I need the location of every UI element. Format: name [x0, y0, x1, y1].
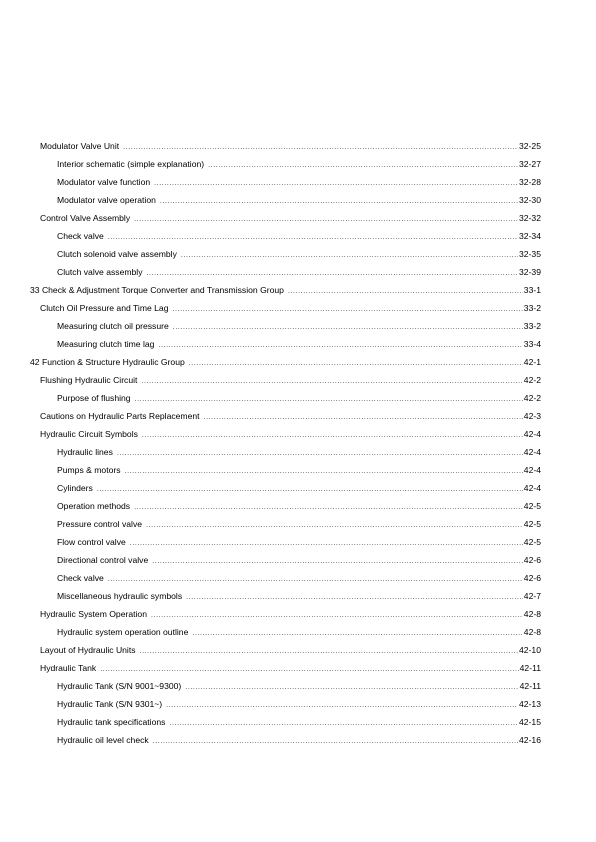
toc-entry[interactable] — [30, 659, 541, 677]
toc-entry[interactable] — [30, 461, 541, 479]
dot-leader — [208, 157, 518, 175]
toc-entry[interactable] — [30, 731, 541, 749]
dot-leader — [189, 355, 523, 373]
toc-page-number: 42-6 — [523, 555, 541, 565]
toc-entry-title: Check valve — [57, 231, 104, 241]
dot-leader — [97, 481, 523, 499]
dot-leader — [146, 517, 523, 535]
toc-page-number: 32-27 — [519, 159, 541, 169]
toc-entry[interactable] — [30, 515, 541, 533]
dot-leader — [140, 643, 518, 661]
toc-page-number: 42-8 — [523, 609, 541, 619]
toc-page-number: 42-2 — [523, 393, 541, 403]
toc-page-number: 42-8 — [523, 627, 541, 637]
dot-leader — [169, 715, 518, 733]
dot-leader — [185, 679, 518, 697]
toc-entry[interactable] — [30, 641, 541, 659]
toc-entry[interactable] — [30, 227, 541, 245]
dot-leader — [288, 283, 523, 301]
toc-page-number: 42-7 — [523, 591, 541, 601]
toc-entry-title: Modulator valve function — [57, 177, 151, 187]
toc-page-number: 42-1 — [523, 357, 541, 367]
dot-leader — [158, 337, 522, 355]
dot-leader — [134, 211, 518, 229]
dot-leader — [117, 445, 523, 463]
toc-entry-title: Modulator valve operation — [57, 195, 156, 205]
toc-entry-title: Flow control valve — [57, 537, 126, 547]
toc-entry[interactable] — [30, 587, 541, 605]
toc-entry[interactable] — [30, 479, 541, 497]
toc-page-number: 33-2 — [523, 321, 541, 331]
toc-entry-title: Hydraulic system operation outline — [57, 627, 189, 637]
toc-entry[interactable] — [30, 263, 541, 281]
toc-entry-title: Check valve — [57, 573, 104, 583]
toc-entry-title: Hydraulic oil level check — [57, 735, 149, 745]
toc-page-number: 42-2 — [523, 375, 541, 385]
toc-entry[interactable] — [30, 299, 541, 317]
dot-leader — [153, 733, 518, 751]
toc-page-number: 42-13 — [519, 699, 541, 709]
dot-leader — [186, 589, 523, 607]
toc-page-number: 42-11 — [519, 663, 541, 673]
toc-page-number: 42-10 — [519, 645, 541, 655]
toc-page-number: 32-39 — [519, 267, 541, 277]
dot-leader — [192, 625, 522, 643]
dot-leader — [173, 301, 523, 319]
toc-entry-title: Operation methods — [57, 501, 131, 511]
toc-entry[interactable] — [30, 371, 541, 389]
dot-leader — [130, 535, 523, 553]
toc-page-number: 42-5 — [523, 519, 541, 529]
toc-page-number: 42-3 — [523, 411, 541, 421]
toc-entry-title: Purpose of flushing — [57, 393, 131, 403]
toc-page-number: 42-5 — [523, 537, 541, 547]
toc-entry[interactable] — [30, 317, 541, 335]
dot-leader — [125, 463, 523, 481]
toc-entry[interactable] — [30, 353, 541, 371]
toc-entry-title: Hydraulic Tank (S/N 9001~9300) — [57, 681, 182, 691]
dot-leader — [151, 607, 523, 625]
toc-entry-title: Control Valve Assembly — [40, 213, 131, 223]
toc-page-number: 33-4 — [523, 339, 541, 349]
toc-entry[interactable] — [30, 137, 541, 155]
toc-entry[interactable] — [30, 497, 541, 515]
toc-entry-title: Hydraulic Tank — [40, 663, 97, 673]
toc-entry[interactable] — [30, 425, 541, 443]
toc-entry[interactable] — [30, 569, 541, 587]
toc-entry-title: Cylinders — [57, 483, 93, 493]
toc-page-number: 32-25 — [519, 141, 541, 151]
toc-entry-title: 42 Function & Structure Hydraulic Group — [30, 357, 185, 367]
toc-entry-title: Modulator Valve Unit — [40, 141, 120, 151]
toc-entry-title: Clutch Oil Pressure and Time Lag — [40, 303, 169, 313]
dot-leader — [160, 193, 518, 211]
toc-entry[interactable] — [30, 443, 541, 461]
toc-page-number: 32-34 — [519, 231, 541, 241]
toc-page-number: 33-2 — [523, 303, 541, 313]
toc-entry-title: Hydraulic System Operation — [40, 609, 147, 619]
toc-entry-title: Pressure control valve — [57, 519, 143, 529]
toc-page-number: 42-11 — [519, 681, 541, 691]
toc-page-number: 42-4 — [523, 429, 541, 439]
toc-page-number: 42-6 — [523, 573, 541, 583]
dot-leader — [154, 175, 518, 193]
toc-page-number: 42-15 — [519, 717, 541, 727]
toc-entry-title: Pumps & motors — [57, 465, 121, 475]
toc-entry[interactable] — [30, 245, 541, 263]
dot-leader — [166, 697, 518, 715]
toc-entry-title: Hydraulic lines — [57, 447, 113, 457]
toc-entry-title: Layout of Hydraulic Units — [40, 645, 136, 655]
toc-entry[interactable] — [30, 191, 541, 209]
toc-page-number: 42-4 — [523, 465, 541, 475]
toc-page-number: 32-32 — [519, 213, 541, 223]
dot-leader — [173, 319, 523, 337]
dot-leader — [181, 247, 518, 265]
toc-page-number: 32-35 — [519, 249, 541, 259]
toc-entry[interactable] — [30, 389, 541, 407]
toc-entry-title: Directional control valve — [57, 555, 149, 565]
toc-entry-title: Flushing Hydraulic Circuit — [40, 375, 138, 385]
dot-leader — [142, 427, 523, 445]
toc-entry[interactable] — [30, 695, 541, 713]
toc-entry-title: Interior schematic (simple explanation) — [57, 159, 205, 169]
dot-leader — [134, 499, 523, 517]
toc-entry-title: 33 Check & Adjustment Torque Converter and Transmission Group — [30, 285, 284, 295]
toc-entry[interactable] — [30, 713, 541, 731]
toc-entry[interactable] — [30, 623, 541, 641]
toc-page-number: 42-4 — [523, 447, 541, 457]
toc-entry-title: Clutch valve assembly — [57, 267, 143, 277]
toc-entry[interactable] — [30, 551, 541, 569]
toc-entry-title: Hydraulic tank specifications — [57, 717, 166, 727]
toc-entry-title: Measuring clutch oil pressure — [57, 321, 169, 331]
toc-entry[interactable] — [30, 677, 541, 695]
toc-entry[interactable] — [30, 407, 541, 425]
toc-entry[interactable] — [30, 281, 541, 299]
dot-leader — [204, 409, 523, 427]
toc-entry-title: Hydraulic Circuit Symbols — [40, 429, 138, 439]
toc-entry[interactable] — [30, 173, 541, 191]
toc-entry[interactable] — [30, 335, 541, 353]
toc-entry[interactable] — [30, 533, 541, 551]
dot-leader — [141, 373, 522, 391]
toc-entry-title: Measuring clutch time lag — [57, 339, 155, 349]
toc-entry-title: Clutch solenoid valve assembly — [57, 249, 177, 259]
table-of-contents — [30, 137, 541, 749]
toc-page-number: 42-5 — [523, 501, 541, 511]
toc-entry[interactable] — [30, 155, 541, 173]
toc-page-number: 32-30 — [519, 195, 541, 205]
toc-page-number: 32-28 — [519, 177, 541, 187]
toc-page-number: 42-16 — [519, 735, 541, 745]
toc-page-number: 42-4 — [523, 483, 541, 493]
toc-entry[interactable] — [30, 209, 541, 227]
dot-leader — [152, 553, 523, 571]
toc-entry-title: Miscellaneous hydraulic symbols — [57, 591, 183, 601]
toc-entry-title: Hydraulic Tank (S/N 9301~) — [57, 699, 163, 709]
toc-page-number: 33-1 — [523, 285, 541, 295]
toc-entry-title: Cautions on Hydraulic Parts Replacement — [40, 411, 200, 421]
toc-entry[interactable] — [30, 605, 541, 623]
